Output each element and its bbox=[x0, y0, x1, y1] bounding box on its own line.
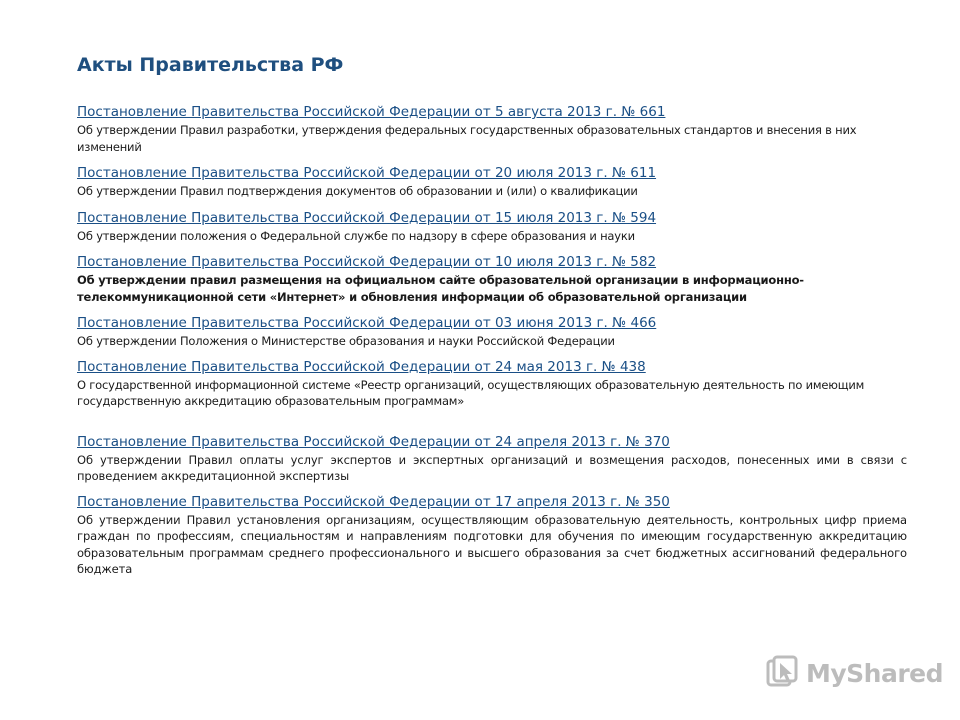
act-link[interactable]: Постановление Правительства Российской Федерации от 24 апреля 2013 г. № 370 bbox=[77, 433, 670, 450]
act-description: Об утверждении Правил разработки, утверждения федеральных государственных образовательных стандартов и внесения в них изменений bbox=[77, 123, 857, 154]
act-description: Об утверждении правил размещения на официальном сайте образовательной организации в информационно-телекоммуникационной сети «Интернет» и обновления информации об образовательной организации bbox=[77, 273, 804, 304]
act-description: Об утверждении положения о Федеральной службе по надзору в сфере образования и науки bbox=[77, 228, 635, 243]
list-item bbox=[77, 254, 907, 305]
act-description: Об утверждении Положения о Министерстве образования и науки Российской Федерации bbox=[77, 334, 615, 348]
act-link[interactable]: Постановление Правительства Российской Федерации от 03 июня 2013 г. № 466 bbox=[77, 315, 657, 331]
list-item bbox=[77, 165, 907, 200]
list-item bbox=[77, 315, 907, 350]
list-item bbox=[77, 104, 907, 155]
act-description: Об утверждении Правил установления организациям, осуществляющим образовательную деятельность, контрольных цифр приема граждан по профессиям, специальностям и направлениям подготовки для обучения по имеющим государственную аккредитацию образовательным программам среднего профессионального и высшего образования за счет бюджетных ассигнований федерального бюджета bbox=[77, 512, 907, 576]
act-link[interactable]: Постановление Правительства Российской Федерации от 20 июля 2013 г. № 611 bbox=[77, 165, 657, 181]
page-title: Акты Правительства РФ bbox=[77, 54, 344, 76]
act-link[interactable]: Постановление Правительства Российской Федерации от 17 апреля 2013 г. № 350 bbox=[77, 493, 670, 510]
list-item bbox=[77, 434, 907, 485]
act-description: Об утверждении Правил оплаты услуг экспертов и экспертных организаций и возмещения расходов, понесенных ими в связи с проведением аккредитационной экспертизы bbox=[77, 452, 907, 483]
act-link[interactable]: Постановление Правительства Российской Федерации от 15 июля 2013 г. № 594 bbox=[77, 209, 657, 226]
mouse-cursor-icon bbox=[766, 655, 800, 691]
watermark-logo bbox=[766, 655, 943, 691]
act-link[interactable]: Постановление Правительства Российской Федерации от 10 июля 2013 г. № 582 bbox=[77, 254, 657, 270]
list-item bbox=[77, 494, 907, 578]
acts-list bbox=[77, 104, 907, 578]
act-description: Об утверждении Правил подтверждения документов об образовании и (или) о квалификации bbox=[77, 184, 638, 198]
watermark-text: MyShared bbox=[806, 658, 944, 688]
list-item bbox=[77, 359, 907, 410]
act-description: О государственной информационной системе «Реестр организаций, осуществляющих образовательную деятельность по имеющим государственную аккредитацию образовательным программам» bbox=[77, 377, 865, 408]
act-link[interactable]: Постановление Правительства Российской Федерации от 24 мая 2013 г. № 438 bbox=[77, 358, 646, 375]
list-item bbox=[77, 210, 907, 245]
act-link[interactable]: Постановление Правительства Российской Федерации от 5 августа 2013 г. № 661 bbox=[77, 104, 666, 120]
